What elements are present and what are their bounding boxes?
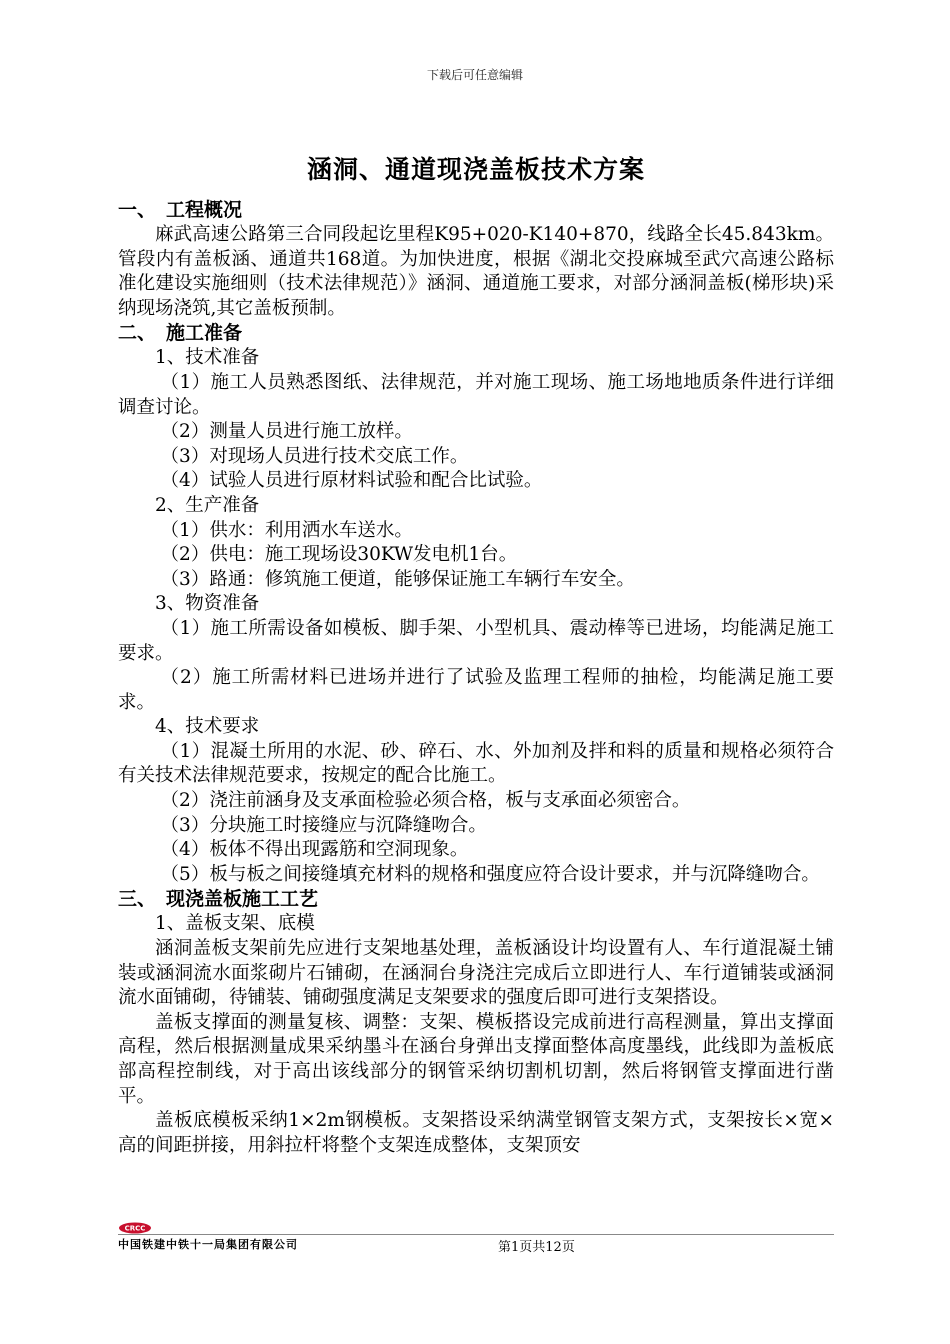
subheading: 2、生产准备 bbox=[155, 494, 260, 516]
paragraph: 盖板底模板采纳1×2m钢模板。支架搭设采纳满堂钢管支架方式，支架按长×宽×高的间距拼接，用斜拉杆将整个支架连成整体，支架顶安 bbox=[118, 1110, 834, 1156]
section-number: 一、 bbox=[118, 199, 157, 221]
section-heading-2 bbox=[118, 321, 834, 346]
page-number: 第1页共12页 bbox=[498, 1240, 575, 1255]
list-item: （3）路通：修筑施工便道，能够保证施工车辆行车安全。 bbox=[160, 568, 635, 590]
company-logo-icon bbox=[118, 1222, 152, 1234]
section-title: 现浇盖板施工工艺 bbox=[166, 888, 319, 911]
list-item: （4）板体不得出现露筋和空洞现象。 bbox=[160, 839, 469, 861]
section-title: 施工准备 bbox=[166, 322, 243, 345]
subheading: 4、技术要求 bbox=[155, 716, 260, 738]
document-body bbox=[118, 150, 834, 1158]
company-name: 中国铁建中铁十一局集团有限公司 bbox=[118, 1238, 298, 1251]
section-title: 工程概况 bbox=[166, 199, 243, 221]
page-footer bbox=[118, 1222, 834, 1262]
list-item: （1）施工人员熟悉图纸、法律规范，并对施工现场、施工场地地质条件进行详细调查讨论。 bbox=[118, 371, 834, 418]
list-item: （2）浇注前涵身及支承面检验必须合格，板与支承面必须密合。 bbox=[160, 790, 691, 812]
document-title: 涵洞、通道现浇盖板技术方案 bbox=[306, 155, 645, 184]
list-item: （3）对现场人员进行技术交底工作。 bbox=[160, 445, 469, 467]
subheading: 1、技术准备 bbox=[155, 347, 260, 369]
footer-divider bbox=[118, 1234, 834, 1235]
list-item: （1）施工所需设备如模板、脚手架、小型机具、震动棒等已进场，均能满足施工要求。 bbox=[118, 617, 834, 664]
list-item: （2）测量人员进行施工放样。 bbox=[160, 421, 413, 443]
section-heading-3 bbox=[118, 887, 834, 912]
list-item: （5）板与板之间接缝填充材料的规格和强度应符合设计要求，并与沉降缝吻合。 bbox=[160, 863, 820, 885]
paragraph: 麻武高速公路第三合同段起讫里程K95+020-K140+870，线路全长45.843km。管段内有盖板涵、通道共168道。为加快进度，根据《湖北交投麻城至武穴高速公路标准化建设实施细则（技术法律规范）》涵洞、通道施工要求，对部分涵洞盖板(梯形块)采纳现场浇筑,其它盖板预制。 bbox=[118, 224, 834, 319]
list-item: （1）供水：利用洒水车送水。 bbox=[160, 519, 413, 541]
paragraph: 盖板支撑面的测量复核、调整：支架、模板搭设完成前进行高程测量，算出支撑面高程，然后根据测量成果采纳墨斗在涵台身弹出支撑面整体高度墨线，此线即为盖板底部高程控制线，对于高出该线部分的钢管采纳切割机切割，然后将钢管支撑面进行凿平。 bbox=[118, 1011, 834, 1107]
section-number: 三、 bbox=[118, 888, 157, 911]
section-heading-1 bbox=[118, 198, 834, 223]
list-item: （2）供电：施工现场设30KW发电机1台。 bbox=[160, 544, 518, 566]
header-note: 下载后可任意编辑 bbox=[426, 68, 523, 82]
list-item: （1）混凝土所用的水泥、砂、碎石、水、外加剂及拌和料的质量和规格必须符合有关技术法律规范要求，按规定的配合比施工。 bbox=[118, 740, 834, 787]
section-number: 二、 bbox=[118, 322, 157, 345]
subheading: 3、物资准备 bbox=[155, 593, 260, 615]
list-item: （2）施工所需材料已进场并进行了试验及监理工程师的抽检，均能满足施工要求。 bbox=[118, 667, 834, 713]
list-item: （3）分块施工时接缝应与沉降缝吻合。 bbox=[160, 814, 487, 836]
paragraph: 涵洞盖板支架前先应进行支架地基处理，盖板涵设计均设置有人、车行道混凝土铺装或涵洞流水面浆砌片石铺砌，在涵洞台身浇注完成后立即进行人、车行道铺装或涵洞流水面铺砌，待铺装、铺砌强度满足支架要求的强度后即可进行支架搭设。 bbox=[118, 938, 834, 1009]
subheading: 1、盖板支架、底模 bbox=[155, 913, 315, 935]
logo-text: CRCC bbox=[124, 1224, 146, 1233]
list-item: （4）试验人员进行原材料试验和配合比试验。 bbox=[160, 470, 543, 492]
